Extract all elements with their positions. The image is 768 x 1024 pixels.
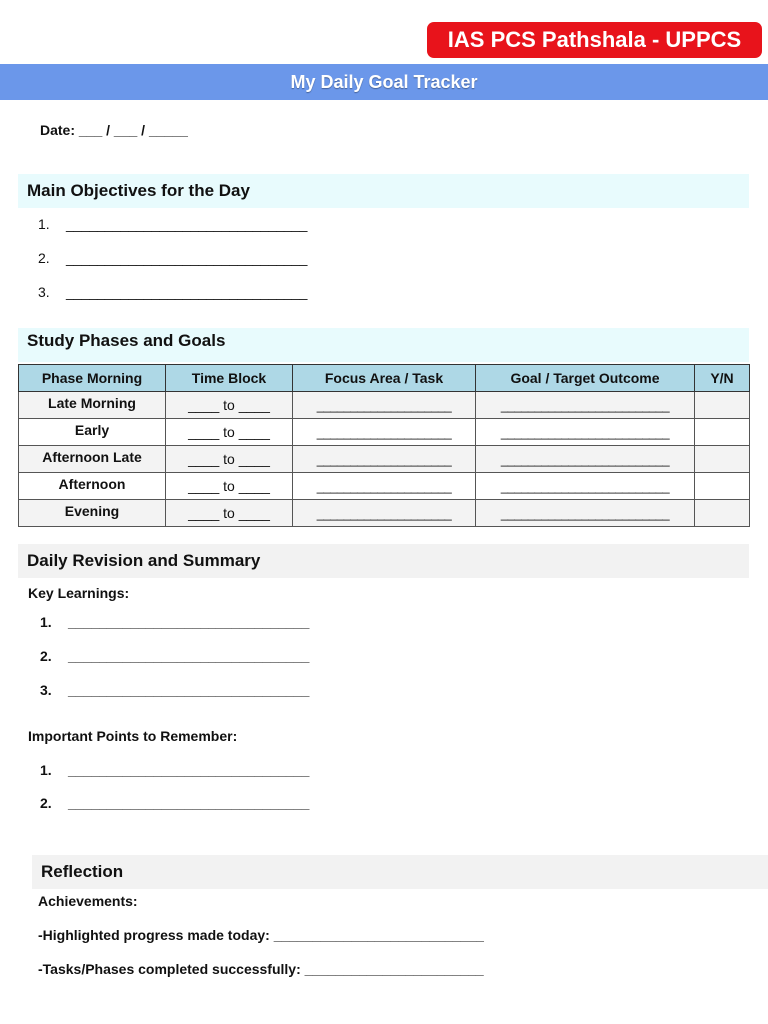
goal-cell: _________________________ (476, 392, 695, 419)
goal-cell: _________________________ (476, 446, 695, 473)
time-cell: ____ to ____ (166, 473, 293, 500)
goal-cell: _________________________ (476, 500, 695, 527)
objective-line: _______________________________ (66, 250, 308, 266)
important-point-item (40, 795, 309, 811)
objective-number: 1. (38, 216, 50, 232)
phase-cell: Late Morning (19, 392, 166, 419)
brand-badge: IAS PCS Pathshala - UPPCS (427, 22, 762, 58)
key-learning-line: _______________________________ (68, 648, 310, 664)
key-learning-line: _______________________________ (68, 682, 310, 698)
key-learning-line: _______________________________ (68, 614, 310, 630)
objective-item (38, 284, 307, 300)
focus-cell: ____________________ (293, 473, 476, 500)
table-row (19, 500, 750, 527)
yn-cell (695, 419, 750, 446)
time-cell: ____ to ____ (166, 500, 293, 527)
study-phases-table (18, 364, 750, 527)
time-cell: ____ to ____ (166, 446, 293, 473)
phase-cell: Afternoon Late (19, 446, 166, 473)
reflection-heading: Reflection (32, 855, 768, 889)
table-row (19, 473, 750, 500)
goal-cell: _________________________ (476, 419, 695, 446)
achievements-label: Achievements: (38, 893, 138, 909)
table-row (19, 419, 750, 446)
important-point-line: _______________________________ (68, 795, 310, 811)
focus-cell: ____________________ (293, 500, 476, 527)
key-learning-item (40, 648, 309, 664)
yn-cell (695, 473, 750, 500)
key-learning-number: 3. (40, 682, 52, 698)
phase-cell: Early (19, 419, 166, 446)
study-phases-heading: Study Phases and Goals (18, 328, 749, 362)
important-point-item (40, 762, 309, 778)
goal-cell: _________________________ (476, 473, 695, 500)
table-row (19, 446, 750, 473)
objective-item (38, 216, 307, 232)
objective-item (38, 250, 307, 266)
objective-number: 3. (38, 284, 50, 300)
key-learning-item (40, 682, 309, 698)
yn-cell (695, 392, 750, 419)
page-title: My Daily Goal Tracker (0, 64, 768, 100)
time-cell: ____ to ____ (166, 392, 293, 419)
focus-cell: ____________________ (293, 419, 476, 446)
column-header-focus-area: Focus Area / Task (293, 365, 476, 392)
focus-cell: ____________________ (293, 446, 476, 473)
key-learnings-label: Key Learnings: (28, 585, 130, 601)
objective-line: _______________________________ (66, 284, 308, 300)
main-objectives-heading: Main Objectives for the Day (18, 174, 749, 208)
objective-line: _______________________________ (66, 216, 308, 232)
important-point-number: 2. (40, 795, 52, 811)
phase-cell: Evening (19, 500, 166, 527)
phase-cell: Afternoon (19, 473, 166, 500)
key-learning-number: 2. (40, 648, 52, 664)
table-row (19, 392, 750, 419)
column-header-time-block: Time Block (166, 365, 293, 392)
yn-cell (695, 500, 750, 527)
column-header-goal: Goal / Target Outcome (476, 365, 695, 392)
column-header-phase: Phase Morning (19, 365, 166, 392)
table-header-row (19, 365, 750, 392)
tasks-completed-line: -Tasks/Phases completed successfully: _______________________ (38, 961, 484, 977)
objective-number: 2. (38, 250, 50, 266)
date-line: Date: ___ / ___ / _____ (40, 122, 188, 138)
yn-cell (695, 446, 750, 473)
highlighted-progress-line: -Highlighted progress made today: ___________________________ (38, 927, 484, 943)
important-points-label: Important Points to Remember: (28, 728, 238, 744)
time-cell: ____ to ____ (166, 419, 293, 446)
key-learning-number: 1. (40, 614, 52, 630)
important-point-line: _______________________________ (68, 762, 310, 778)
focus-cell: ____________________ (293, 392, 476, 419)
important-point-number: 1. (40, 762, 52, 778)
column-header-yn: Y/N (695, 365, 750, 392)
daily-revision-heading: Daily Revision and Summary (18, 544, 749, 578)
key-learning-item (40, 614, 309, 630)
